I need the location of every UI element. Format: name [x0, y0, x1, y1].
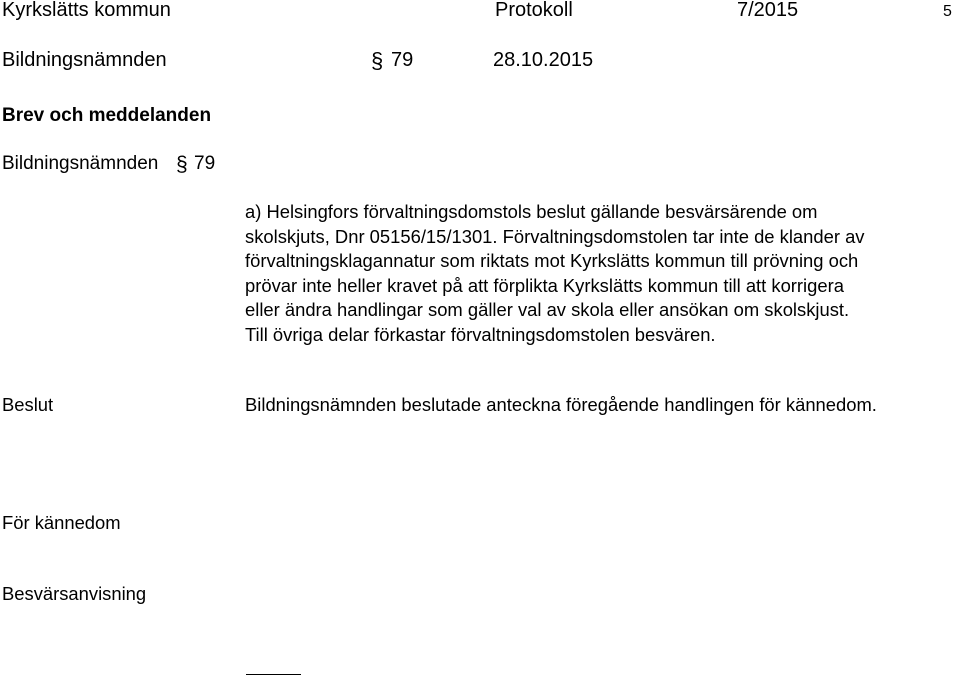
body-line: Till övriga delar förkastar förvaltningsdomstolen besvären.	[245, 323, 716, 345]
section-ref-number: 79	[194, 153, 216, 174]
board-name: Bildningsnämnden	[2, 49, 167, 71]
document-type: Protokoll	[495, 0, 573, 21]
meeting-date: 28.10.2015	[493, 49, 594, 71]
section-title: Brev och meddelanden	[2, 105, 212, 126]
section-ref-symbol: §	[176, 153, 188, 176]
body-paragraph	[245, 200, 957, 347]
body-line: skolskjuts, Dnr 05156/15/1301. Förvaltningsdomstolen tar inte de klander av	[245, 225, 865, 247]
for-info-label: För kännedom	[2, 512, 121, 533]
body-line: förvaltningsklagannatur som riktats mot Kyrkslätts kommun till prövning och	[245, 250, 859, 271]
paragraph-number: 79	[391, 49, 414, 71]
appeal-label: Besvärsanvisning	[2, 583, 147, 604]
page-number: 5	[943, 3, 952, 20]
body-line: eller ändra handlingar som gäller val av skola eller ansökan om skolskjust.	[245, 299, 850, 320]
signature-line	[246, 674, 301, 675]
decision-label: Beslut	[2, 394, 54, 415]
protocol-number: 7/2015	[737, 0, 799, 21]
body-line: prövar inte heller kravet på att förplikta Kyrkslätts kommun till att korrigera	[245, 274, 844, 296]
paragraph-symbol: §	[371, 48, 384, 73]
municipality-name: Kyrkslätts kommun	[2, 0, 171, 21]
decision-text: Bildningsnämnden beslutade anteckna föregående handlingen för kännedom.	[245, 394, 877, 415]
body-line: a) Helsingfors förvaltningsdomstols beslut gällande besvärsärende om	[245, 201, 818, 222]
section-ref-board: Bildningsnämnden	[2, 153, 159, 174]
